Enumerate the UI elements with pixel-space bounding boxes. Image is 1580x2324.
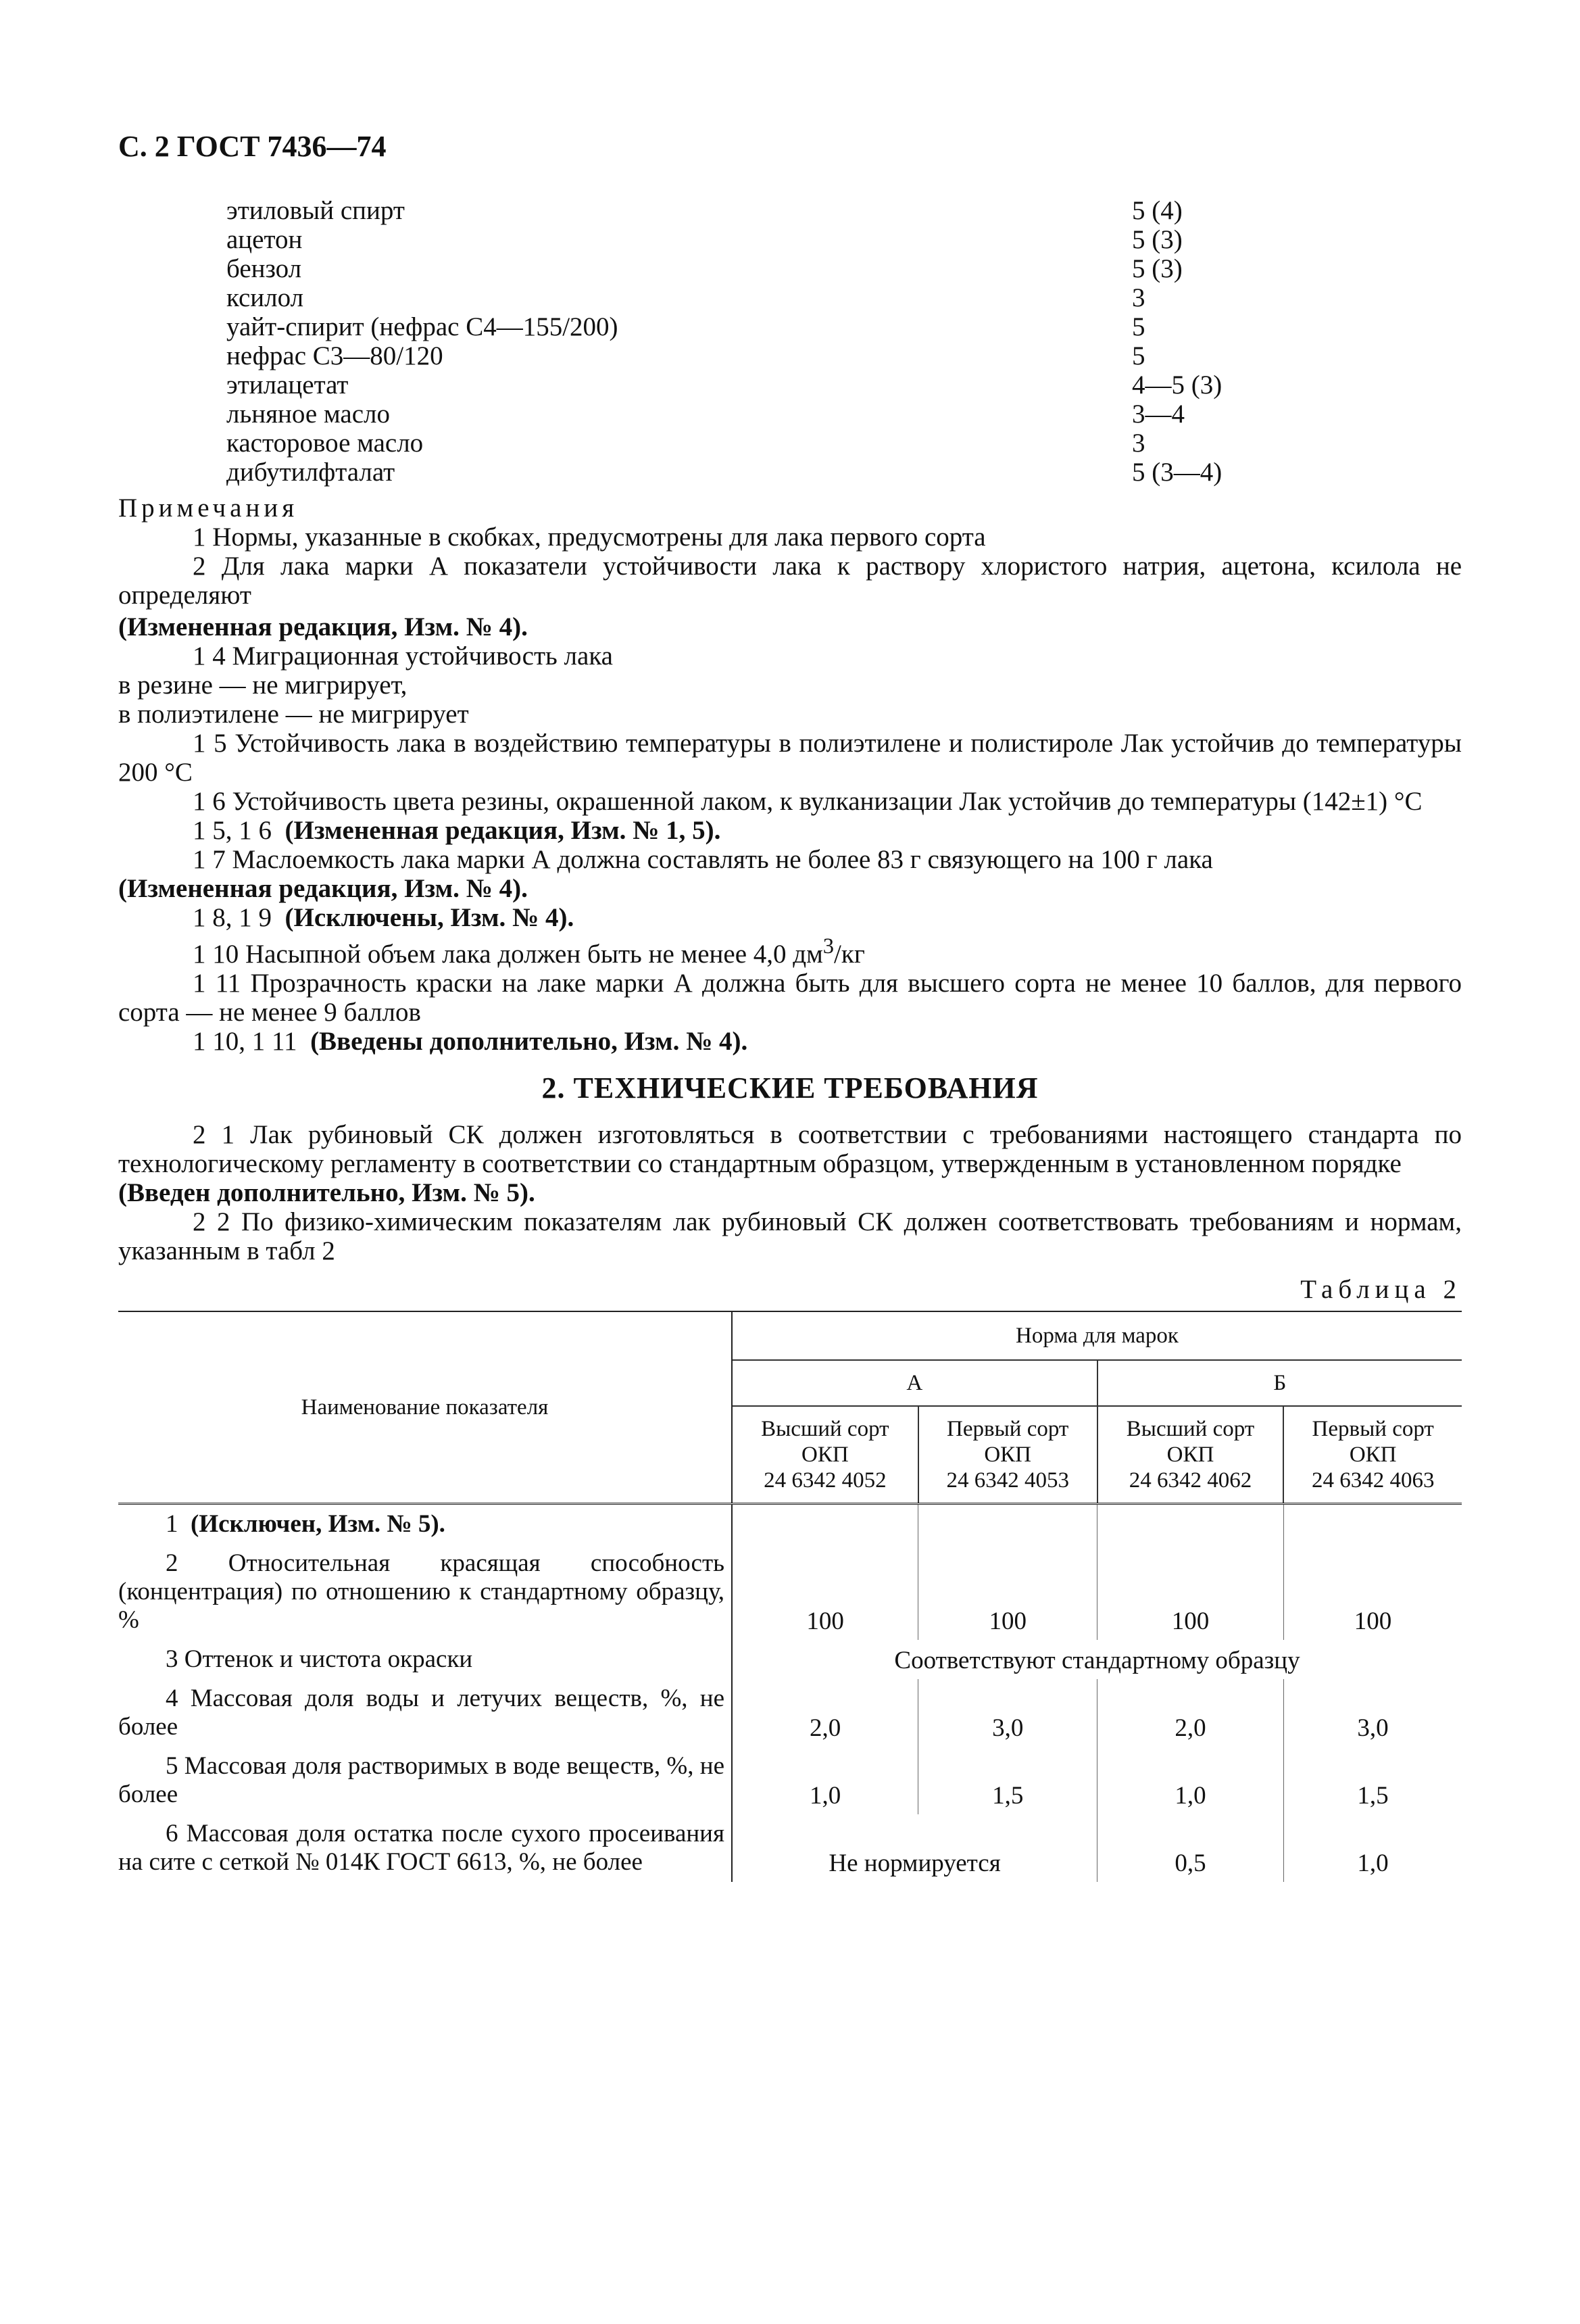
table-cell: 1,0 [1097,1747,1284,1814]
clause-2-1-amend: (Введен дополнительно, Изм. № 5). [118,1178,535,1207]
table-cell: 1,0 [1283,1814,1462,1882]
row-name-text: 2 Относительная красящая способность (концентрация) по отношению к стандартному образцу, % [118,1549,724,1634]
row-name-text: 4 Массовая доля воды и летучих веществ, %, не более [118,1685,724,1741]
row-name [118,1679,732,1747]
table-cell-merged: Не нормируется [829,1849,1001,1877]
clause-1-4-rubber: в резине — не мигрирует, [118,671,408,700]
sub-header-okp: ОКП [1166,1443,1214,1467]
sub-header-okp: ОКП [1349,1443,1397,1467]
solvent-value: 3 [1132,283,1145,312]
unit: /кг [834,940,865,969]
solvent-name: ацетон [226,225,303,254]
clause-2-2: 2 2 По физико-химическим показателям лак рубиновый СК должен соответствовать требованиям и нормам, указанным в табл 2 [118,1207,1462,1265]
amendment-note: (Измененная редакция, Изм. № 4). [118,612,528,641]
table-cell: 100 [918,1544,1097,1640]
clause-1-5-1-6-amend [118,816,1462,845]
solvent-row [226,312,1375,341]
clause-2-1: 2 1 Лак рубиновый СК должен изготовляться в соответствии с требованиями настоящего стандарта по технологическому регламенту в соответствии со стандартным образцом, утвержденным в установленном порядке [118,1120,1462,1178]
clause-1-10 [118,932,1462,969]
solvent-value: 5 (3) [1132,225,1183,254]
sub-header-grade: Первый сорт [947,1417,1069,1441]
table-cell [1283,1504,1462,1545]
row-name-text: 5 Массовая доля растворимых в воде веществ, %, не более [118,1752,724,1808]
table-cell [732,1504,918,1545]
row-amendment: (Исключен, Изм. № 5). [191,1510,445,1538]
row-number: 1 [166,1510,178,1538]
column-header-name: Наименование показателя [118,1311,732,1504]
clause-1-8-1-9 [118,903,1462,932]
table-cell: 1,0 [809,1782,841,1810]
sub-header [732,1406,918,1504]
sub-header-grade: Высший сорт [1126,1417,1255,1441]
row-name-text: 3 Оттенок и чистота окраски [166,1645,473,1673]
table-cell: 2,0 [809,1714,841,1742]
sub-header-code: 24 6342 4063 [1311,1468,1435,1493]
solvent-value: 5 [1132,341,1145,370]
sub-header-code: 24 6342 4053 [946,1468,1069,1493]
clause-1-10-1-11-amend [118,1027,1462,1056]
solvent-value: 5 (4) [1132,196,1183,225]
sub-header [1283,1406,1462,1504]
grade-header-b: Б [1097,1360,1462,1406]
sub-header [1097,1406,1284,1504]
table-cell: 3,0 [1283,1679,1462,1747]
row-name [118,1747,732,1814]
solvent-row [226,283,1375,312]
solvent-value: 3—4 [1132,400,1185,429]
amendment-text: (Измененная редакция, Изм. № 1, 5). [285,816,721,845]
table-row [118,1504,1462,1545]
clause-1-4-polyethylene: в полиэтилене — не мигрирует [118,700,469,729]
solvent-list [226,196,1375,487]
sub-header-code: 24 6342 4062 [1129,1468,1252,1493]
solvent-name: бензол [226,254,302,283]
clause-number: 1 5, 1 6 [193,816,272,845]
table-row [118,1640,1462,1679]
table-cell: 100 [1097,1544,1284,1640]
solvent-row [226,196,1375,225]
solvent-value: 4—5 (3) [1132,370,1223,400]
note-2: 2 Для лака марки А показатели устойчивости лака к раствору хлористого натрия, ацетона, ксилола не определяют [118,552,1462,610]
solvent-row [226,254,1375,283]
clause-text: 1 10 Насыпной объем лака должен быть не менее 4,0 дм [193,940,823,969]
table-row [118,1814,1462,1882]
solvent-row [226,225,1375,254]
solvent-name: уайт-спирит (нефрас С4—155/200) [226,312,618,341]
row-name [118,1504,732,1545]
sub-header-grade: Первый сорт [1312,1417,1434,1441]
table-row [118,1747,1462,1814]
row-name [118,1544,732,1640]
sub-header-grade: Высший сорт [761,1417,889,1441]
solvent-value: 5 [1132,312,1145,341]
clause-1-4: 1 4 Миграционная устойчивость лака [193,641,613,671]
clause-1-5: 1 5 Устойчивость лака в воздействию температуры в полиэтилене и полистироле Лак устойчив до температуры 200 °С [118,729,1462,787]
section-title: 2. ТЕХНИЧЕСКИЕ ТРЕБОВАНИЯ [541,1071,1039,1105]
table-cell: 1,5 [1283,1747,1462,1814]
solvent-name: льняное масло [226,400,390,429]
amendment-text: (Введены дополнительно, Изм. № 4). [310,1027,748,1056]
clause-1-6: 1 6 Устойчивость цвета резины, окрашенной лаком, к вулканизации Лак устойчив до температуры (142±1) °С [193,787,1423,816]
solvent-value: 3 [1132,429,1145,458]
table-cell: 3,0 [918,1679,1097,1747]
solvent-row [226,400,1375,429]
table-row [118,1544,1462,1640]
row-name-text: 6 Массовая доля остатка после сухого просеивания на сите с сеткой № 014К ГОСТ 6613, %, не более [118,1820,724,1876]
clause-number: 1 8, 1 9 [193,903,272,932]
grade-header-a: А [732,1360,1097,1406]
clause-1-7: 1 7 Маслоемкость лака марки А должна составлять не более 83 г связующего на 100 г лака [193,845,1213,874]
clause-1-11: 1 11 Прозрачность краски на лаке марки А должна быть для высшего сорта не менее 10 баллов, для первого сорта — не менее 9 баллов [118,969,1462,1027]
solvent-row [226,458,1375,487]
page-header: С. 2 ГОСТ 7436—74 [118,130,387,163]
solvent-name: нефрас С3—80/120 [226,341,443,370]
table-cell-merged: Соответствуют стандартному образцу [894,1647,1300,1674]
row-name [118,1640,732,1679]
sub-header-okp: ОКП [801,1443,849,1467]
clause-1-7-amend: (Измененная редакция, Изм. № 4). [118,874,528,903]
sub-header-code: 24 6342 4052 [764,1468,887,1493]
table-cell: 1,5 [918,1747,1097,1814]
solvent-name: ксилол [226,283,304,312]
row-name [118,1814,732,1882]
table-cell: 100 [806,1607,844,1635]
solvent-name: дибутилфталат [226,458,395,487]
solvent-name: касторовое масло [226,429,424,458]
solvent-value: 5 (3) [1132,254,1183,283]
sub-header [918,1406,1097,1504]
sub-header-okp: ОКП [984,1443,1032,1467]
solvent-name: этиловый спирт [226,196,405,225]
solvent-name: этилацетат [226,370,349,400]
notes-title: Примечания [118,493,299,523]
solvent-row [226,370,1375,400]
column-header-norm: Норма для марок [732,1311,1462,1360]
table-row [118,1679,1462,1747]
table-cell: 100 [1283,1544,1462,1640]
table-cell: 0,5 [1097,1814,1284,1882]
amendment-text: (Исключены, Изм. № 4). [285,903,574,932]
solvent-value: 5 (3—4) [1132,458,1223,487]
table-cell [1097,1504,1284,1545]
table-caption: Таблица 2 [1300,1275,1462,1304]
note-1: 1 Нормы, указанные в скобках, предусмотрены для лака первого сорта [193,523,986,552]
solvent-row [226,429,1375,458]
table-cell [918,1504,1097,1545]
table-cell: 2,0 [1097,1679,1284,1747]
requirements-table [118,1311,1462,1882]
solvent-row [226,341,1375,370]
clause-number: 1 10, 1 11 [193,1027,297,1056]
superscript: 3 [822,934,835,959]
